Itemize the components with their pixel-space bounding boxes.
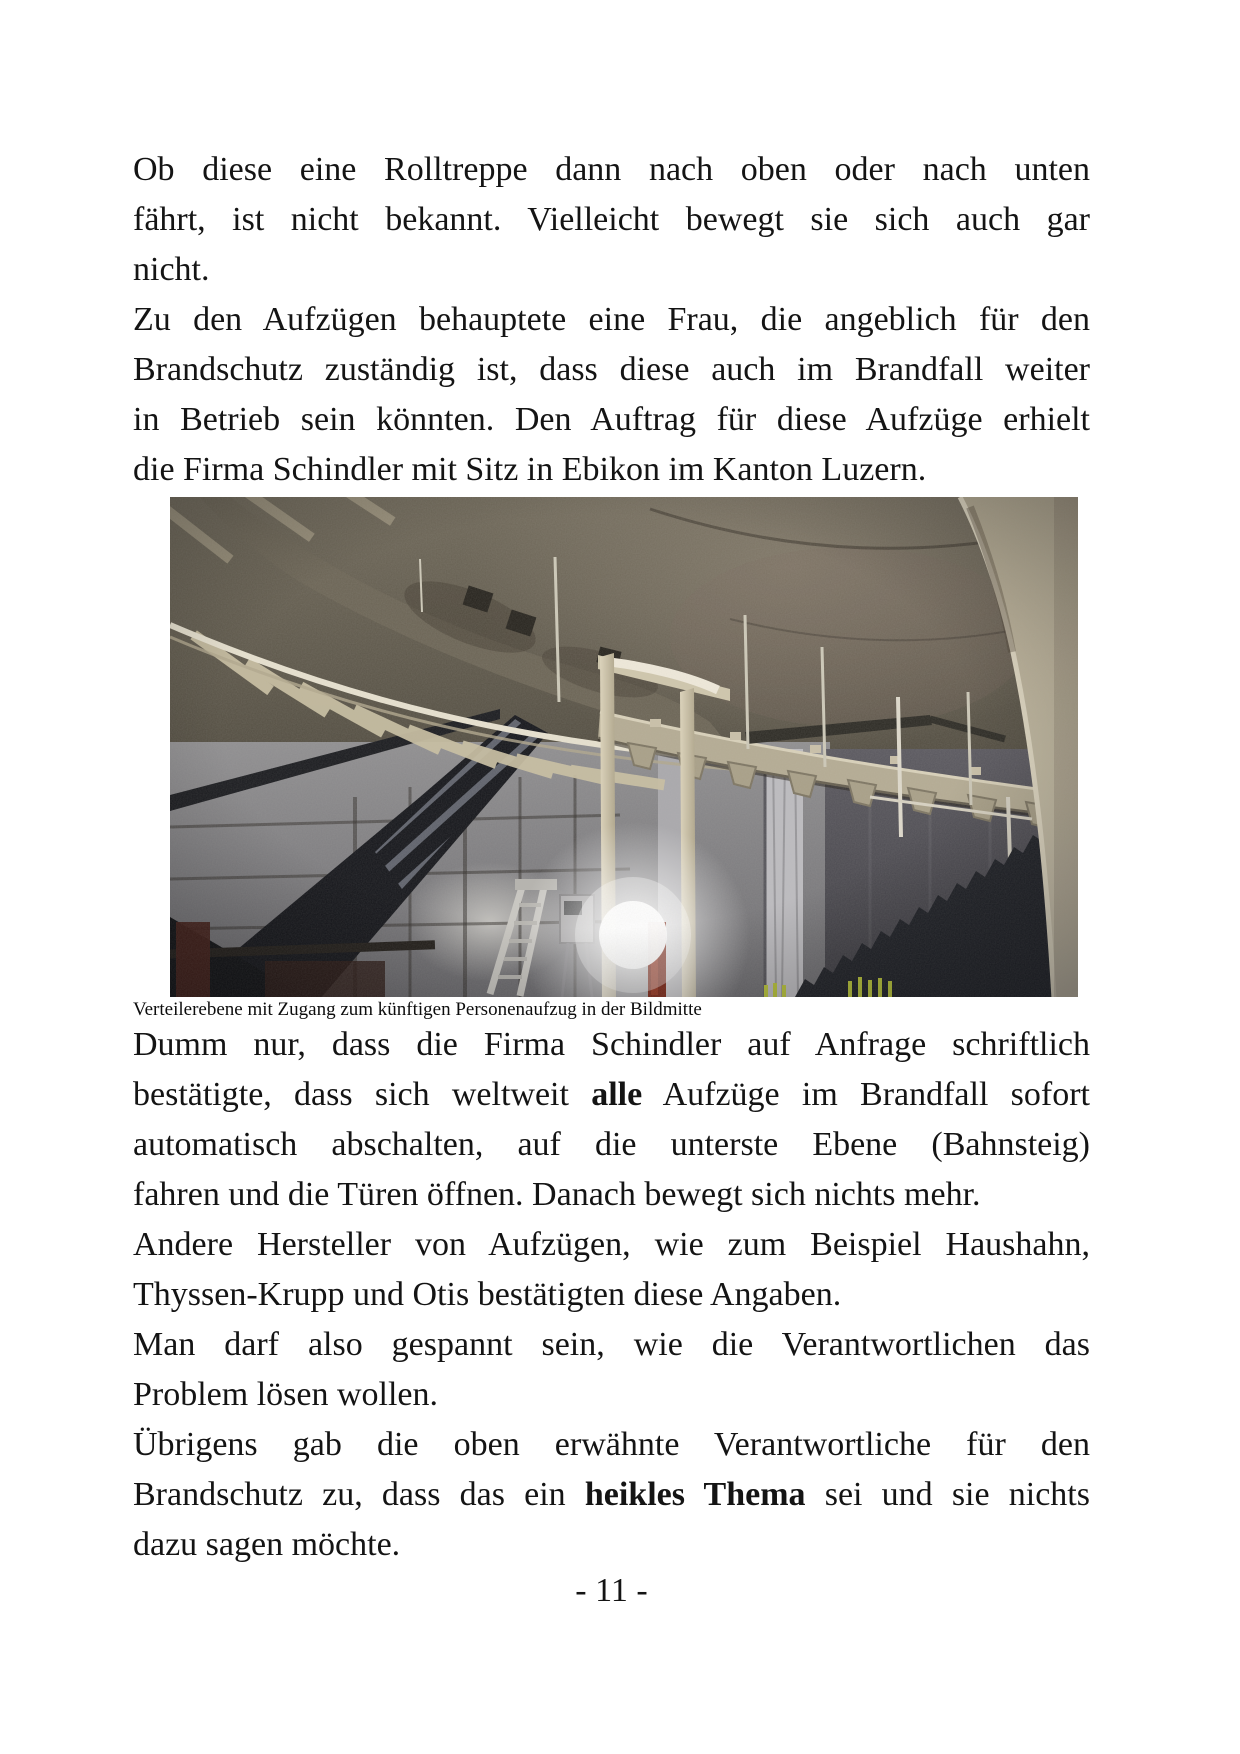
text-line: Ob diese eine Rolltreppe dann nach oben oder nach unten — [133, 151, 1090, 188]
photo-vignette — [170, 497, 1078, 997]
photo-caption: Verteilerebene mit Zugang zum künftigen Personenaufzug in der Bildmitte — [133, 999, 702, 1020]
body-text-top — [133, 145, 1090, 495]
text-line: bestätigte, dass sich weltweit alle Aufzüge im Brandfall sofort — [133, 1076, 1090, 1113]
text-line: Thyssen-Krupp und Otis bestätigten diese Angaben. — [133, 1276, 842, 1313]
text-line: fahren und die Türen öffnen. Danach bewegt sich nichts mehr. — [133, 1176, 981, 1213]
text-line: Brandschutz zuständig ist, dass diese auch im Brandfall weiter — [133, 351, 1090, 388]
text-line: Zu den Aufzügen behauptete eine Frau, die angeblich für den — [133, 301, 1090, 338]
text-line: Brandschutz zu, dass das ein heikles Thema sei und sie nichts — [133, 1476, 1090, 1513]
text-line: Man darf also gespannt sein, wie die Verantwortlichen das — [133, 1326, 1090, 1363]
text-line: Dumm nur, dass die Firma Schindler auf Anfrage schriftlich — [133, 1026, 1090, 1063]
text-line: die Firma Schindler mit Sitz in Ebikon im Kanton Luzern. — [133, 451, 927, 488]
text-line: in Betrieb sein könnten. Den Auftrag für diese Aufzüge erhielt — [133, 401, 1090, 438]
construction-photo-figure — [170, 497, 1078, 997]
text-line: Problem lösen wollen. — [133, 1376, 439, 1413]
text-line: nicht. — [133, 251, 210, 288]
body-text-bottom — [133, 1020, 1090, 1570]
text-line: Andere Hersteller von Aufzügen, wie zum Beispiel Haushahn, — [133, 1226, 1090, 1263]
text-line: automatisch abschalten, auf die unterste Ebene (Bahnsteig) — [133, 1126, 1090, 1163]
text-line: Übrigens gab die oben erwähnte Verantwortliche für den — [133, 1426, 1090, 1463]
construction-site-photo — [170, 497, 1078, 997]
page-number: - 11 - — [575, 1572, 648, 1609]
text-line: fährt, ist nicht bekannt. Vielleicht bewegt sie sich auch gar — [133, 201, 1090, 238]
text-line: dazu sagen möchte. — [133, 1526, 401, 1563]
